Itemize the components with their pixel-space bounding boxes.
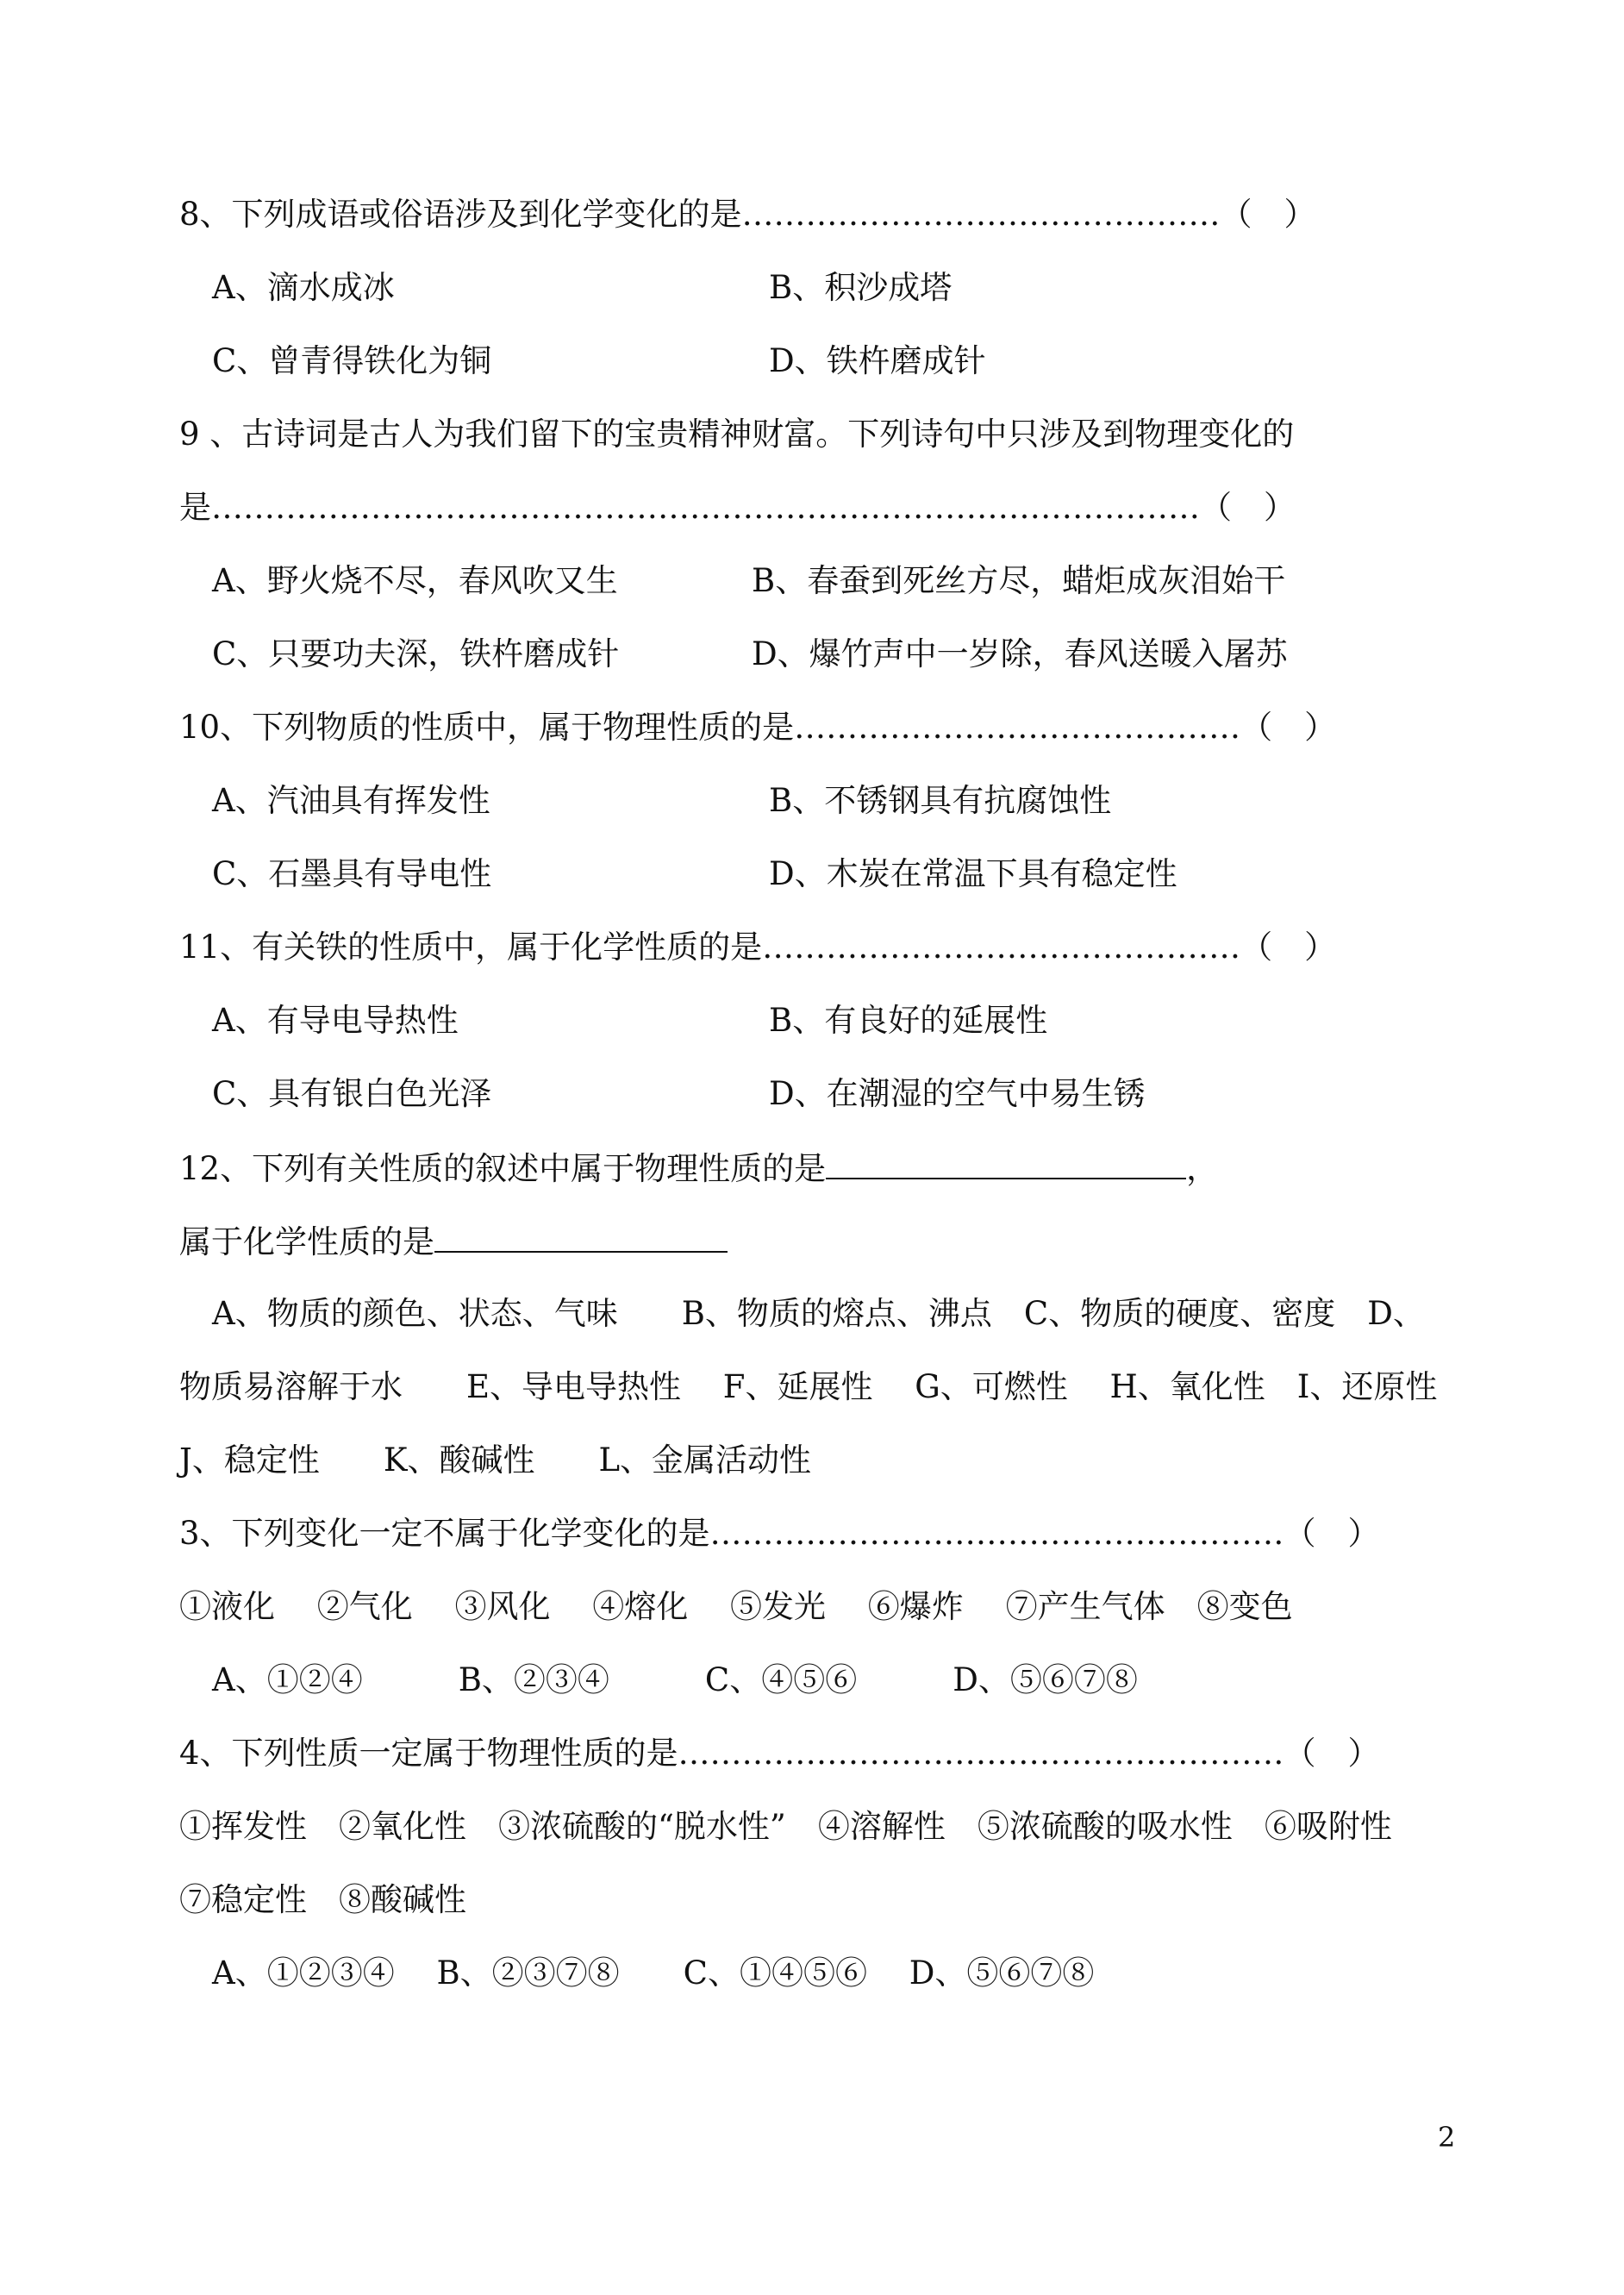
q12-stem2-text: 属于化学性质的是 bbox=[179, 1223, 434, 1260]
q9-option-a: A、野火烧不尽，春风吹又生 bbox=[212, 562, 618, 599]
q12-options-line2: 物质易溶解于水 E、导电导热性 F、延展性 G、可燃性 H、氧化性 I、还原性 bbox=[179, 1368, 1438, 1405]
q12-stem-text: 12、下列有关性质的叙述中属于物理性质的是 bbox=[179, 1150, 827, 1187]
q8-stem: 8、下列成语或俗语涉及到化学变化的是………………………………………（ ） bbox=[179, 196, 1316, 233]
q10-stem: 10、下列物质的性质中，属于物理性质的是……………………………………（ ） bbox=[179, 709, 1337, 746]
q3-items: ①液化 ②气化 ③风化 ④熔化 ⑤发光 ⑥爆炸 ⑦产生气体 ⑧变色 bbox=[179, 1588, 1293, 1625]
q3-stem: 3、下列变化一定不属于化学变化的是………………………………………………（ ） bbox=[179, 1515, 1380, 1552]
q12-options-line3: J、稳定性 K、酸碱性 L、金属活动性 bbox=[179, 1441, 812, 1479]
q10-option-d: D、木炭在常温下具有稳定性 bbox=[769, 855, 1177, 892]
q12-stem-line1 bbox=[179, 1147, 1218, 1188]
q11-option-c: C、具有银白色光泽 bbox=[212, 1075, 492, 1112]
page-number: 2 bbox=[1438, 2121, 1456, 2154]
q9-stem-line1: 9 、古诗词是古人为我们留下的宝贵精神财富。下列诗句中只涉及到物理变化的 bbox=[179, 416, 1295, 453]
q9-stem-line2: 是…………………………………………………………………………………（ ） bbox=[179, 489, 1296, 526]
q4-stem: 4、下列性质一定属于物理性质的是…………………………………………………（ ） bbox=[179, 1735, 1380, 1772]
q8-option-d: D、铁杵磨成针 bbox=[769, 342, 986, 379]
q10-option-a: A、汽油具有挥发性 bbox=[212, 782, 490, 819]
q12-stem-comma: ， bbox=[1186, 1150, 1219, 1187]
q9-option-d: D、爆竹声中一岁除，春风送暖入屠苏 bbox=[752, 635, 1288, 672]
q11-option-b: B、有良好的延展性 bbox=[769, 1002, 1048, 1039]
q12-chemical-answer-blank[interactable] bbox=[434, 1220, 728, 1253]
q12-options-line1: A、物质的颜色、状态、气味 B、物质的熔点、沸点 C、物质的硬度、密度 D、 bbox=[212, 1295, 1425, 1332]
q10-option-c: C、石墨具有导电性 bbox=[212, 855, 492, 892]
q9-option-c: C、只要功夫深，铁杵磨成针 bbox=[212, 635, 620, 672]
q10-option-b: B、不锈钢具有抗腐蚀性 bbox=[769, 782, 1112, 819]
q11-stem: 11、有关铁的性质中，属于化学性质的是………………………………………（ ） bbox=[179, 929, 1337, 966]
q11-option-a: A、有导电导热性 bbox=[212, 1002, 459, 1039]
q12-stem-line2 bbox=[179, 1220, 728, 1261]
q4-options: A、①②③④ B、②③⑦⑧ C、①④⑤⑥ D、⑤⑥⑦⑧ bbox=[212, 1954, 1095, 1992]
q9-option-b: B、春蚕到死丝方尽，蜡炬成灰泪始干 bbox=[752, 562, 1286, 599]
q4-items-line2: ⑦稳定性 ⑧酸碱性 bbox=[179, 1881, 466, 1918]
q12-physical-answer-blank[interactable] bbox=[826, 1147, 1186, 1179]
q3-options: A、①②④ B、②③④ C、④⑤⑥ D、⑤⑥⑦⑧ bbox=[212, 1661, 1138, 1698]
q8-option-b: B、积沙成塔 bbox=[769, 269, 953, 306]
q8-option-a: A、滴水成冰 bbox=[212, 269, 395, 306]
q11-option-d: D、在潮湿的空气中易生锈 bbox=[769, 1075, 1146, 1112]
q4-items-line1: ①挥发性 ②氧化性 ③浓硫酸的“脱水性” ④溶解性 ⑤浓硫酸的吸水性 ⑥吸附性 bbox=[179, 1808, 1392, 1845]
q8-option-c: C、曾青得铁化为铜 bbox=[212, 342, 492, 379]
